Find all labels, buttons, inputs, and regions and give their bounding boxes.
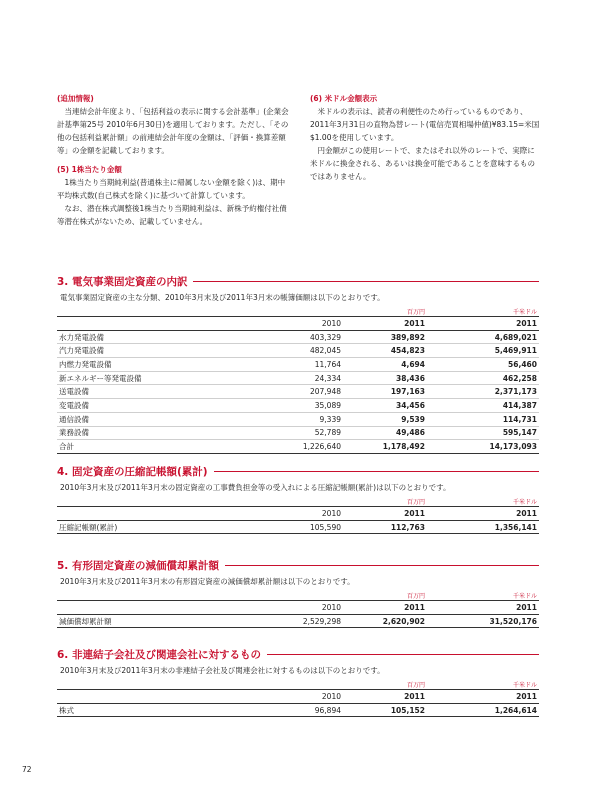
usd-text-1: 米ドルの表示は、読者の利便性のため行っているものであり、2011年3月31日の直物為替レート(電信売買相場仲値)¥83.15=米国$1.00を使用しています。 — [310, 107, 540, 142]
value-2011: 454,823 — [343, 344, 427, 358]
notes-left-column — [57, 92, 289, 228]
value-2010: 1,226,640 — [259, 440, 343, 454]
value-2010: 11,764 — [259, 358, 343, 372]
unit-jpy: 百万円 — [406, 499, 425, 506]
unit-jpy: 百万円 — [406, 682, 425, 689]
value-usd: 1,264,614 — [427, 703, 539, 717]
unit-usd: 千米ドル — [512, 593, 537, 600]
value-usd: 462,258 — [427, 371, 539, 385]
usd-text-2: 円金額がこの使用レートで、またはそれ以外のレートで、実際に米ドルに換金される、あるいは換金可能であることを意味するものではありません。 — [310, 146, 535, 181]
value-usd: 595,147 — [427, 426, 539, 440]
section-description: 2010年3月末及び2011年3月末の固定資産の工事費負担金等の受入れによる圧縮記帳額(累計)は以下のとおりです。 — [60, 483, 451, 492]
section-title: 4. 固定資産の圧縮記帳額(累計) — [57, 464, 539, 478]
unit-jpy: 百万円 — [406, 309, 425, 316]
value-2010: 403,329 — [259, 330, 343, 344]
value-2011: 1,178,492 — [343, 440, 427, 454]
value-2011: 197,163 — [343, 385, 427, 399]
table-row — [57, 614, 539, 628]
row-label: 圧縮記帳額(累計) — [57, 520, 259, 534]
value-2011: 112,763 — [343, 520, 427, 534]
value-usd: 4,689,021 — [427, 330, 539, 344]
value-2010: 482,045 — [259, 344, 343, 358]
row-label: 新エネルギー等発電設備 — [57, 371, 259, 385]
table-row — [57, 520, 539, 534]
row-label: 業務設備 — [57, 426, 259, 440]
row-label: 減価償却累計額 — [57, 614, 259, 628]
year-2011: 2011 — [343, 690, 427, 704]
value-usd: 414,387 — [427, 399, 539, 413]
section-description: 電気事業固定資産の主な分類、2010年3月末及び2011年3月末の帳簿価額は以下のとおりです。 — [60, 293, 385, 302]
value-usd: 14,173,093 — [427, 440, 539, 454]
table-row — [57, 399, 539, 413]
section-title: 5. 有形固定資産の減価償却累計額 — [57, 558, 539, 572]
value-2010: 105,590 — [259, 520, 343, 534]
value-2010: 207,948 — [259, 385, 343, 399]
reduction-entry-table — [57, 497, 539, 534]
row-label: 合計 — [57, 440, 259, 454]
value-usd: 56,460 — [427, 358, 539, 372]
value-2010: 9,339 — [259, 412, 343, 426]
table-row — [57, 330, 539, 344]
affiliates-table — [57, 680, 539, 717]
additional-info-text: 当連結会計年度より、「包括利益の表示に関する会計基準」(企業会計基準第25号 2010年6月30日)を適用しております。ただし、「その他の包括利益累計額」の前連結会計年度の金額は、「評価・換算差額等」の金額を記載しております。 — [57, 107, 289, 155]
value-2011: 49,486 — [343, 426, 427, 440]
notes-right-column — [310, 92, 542, 183]
year-2010: 2010 — [259, 690, 343, 704]
per-share-text-2: なお、潜在株式調整後1株当たり当期純利益は、新株予約権付社債等潜在株式がないため、記載していません。 — [57, 204, 287, 226]
year-2011-usd: 2011 — [427, 317, 539, 331]
table-row — [57, 344, 539, 358]
year-2010: 2010 — [259, 601, 343, 615]
page-number: 72 — [22, 765, 32, 774]
year-2010: 2010 — [259, 507, 343, 521]
year-2011: 2011 — [343, 507, 427, 521]
additional-info-heading: (追加情報) — [57, 94, 94, 103]
value-2010: 96,894 — [259, 703, 343, 717]
section-affiliates — [57, 647, 539, 717]
value-usd: 1,356,141 — [427, 520, 539, 534]
year-2011-usd: 2011 — [427, 507, 539, 521]
section-fixed-assets — [57, 274, 539, 454]
value-2011: 9,539 — [343, 412, 427, 426]
table-row — [57, 385, 539, 399]
per-share-text-1: 1株当たり当期純利益(普通株主に帰属しない金額を除く)は、期中平均株式数(自己株式を除く)に基づいて計算しています。 — [57, 178, 286, 200]
unit-jpy: 百万円 — [406, 593, 425, 600]
value-2011: 4,694 — [343, 358, 427, 372]
value-2011: 34,456 — [343, 399, 427, 413]
value-usd: 31,520,176 — [427, 614, 539, 628]
total-row — [57, 440, 539, 454]
year-2011-usd: 2011 — [427, 690, 539, 704]
table-row — [57, 426, 539, 440]
value-usd: 5,469,911 — [427, 344, 539, 358]
value-2011: 105,152 — [343, 703, 427, 717]
value-2010: 35,089 — [259, 399, 343, 413]
table-row — [57, 412, 539, 426]
year-2011-usd: 2011 — [427, 601, 539, 615]
value-usd: 2,371,173 — [427, 385, 539, 399]
fixed-assets-table — [57, 307, 539, 454]
section-title: 3. 電気事業固定資産の内訳 — [57, 274, 539, 288]
value-usd: 114,731 — [427, 412, 539, 426]
section-depreciation — [57, 558, 539, 628]
section-title: 6. 非連結子会社及び関連会社に対するもの — [57, 647, 539, 661]
value-2010: 52,789 — [259, 426, 343, 440]
section-reduction-entry — [57, 464, 539, 534]
row-label: 株式 — [57, 703, 259, 717]
value-2011: 2,620,902 — [343, 614, 427, 628]
table-row — [57, 703, 539, 717]
section-description: 2010年3月末及び2011年3月末の非連結子会社及び関連会社に対するものは以下のとおりです。 — [60, 666, 385, 675]
row-label: 水力発電設備 — [57, 330, 259, 344]
usd-heading: (6) 米ドル金額表示 — [310, 94, 378, 103]
row-label: 汽力発電設備 — [57, 344, 259, 358]
table-row — [57, 371, 539, 385]
row-label: 内燃力発電設備 — [57, 358, 259, 372]
unit-usd: 千米ドル — [512, 682, 537, 689]
depreciation-table — [57, 591, 539, 628]
year-2011: 2011 — [343, 317, 427, 331]
year-2010: 2010 — [259, 317, 343, 331]
unit-usd: 千米ドル — [512, 309, 537, 316]
per-share-heading: (5) 1株当たり金額 — [57, 165, 122, 174]
row-label: 通信設備 — [57, 412, 259, 426]
value-2010: 24,334 — [259, 371, 343, 385]
unit-usd: 千米ドル — [512, 499, 537, 506]
row-label: 変電設備 — [57, 399, 259, 413]
section-description: 2010年3月末及び2011年3月末の有形固定資産の減価償却累計額は以下のとおりです。 — [60, 577, 355, 586]
value-2010: 2,529,298 — [259, 614, 343, 628]
value-2011: 389,892 — [343, 330, 427, 344]
value-2011: 38,436 — [343, 371, 427, 385]
row-label: 送電設備 — [57, 385, 259, 399]
year-2011: 2011 — [343, 601, 427, 615]
table-row — [57, 358, 539, 372]
